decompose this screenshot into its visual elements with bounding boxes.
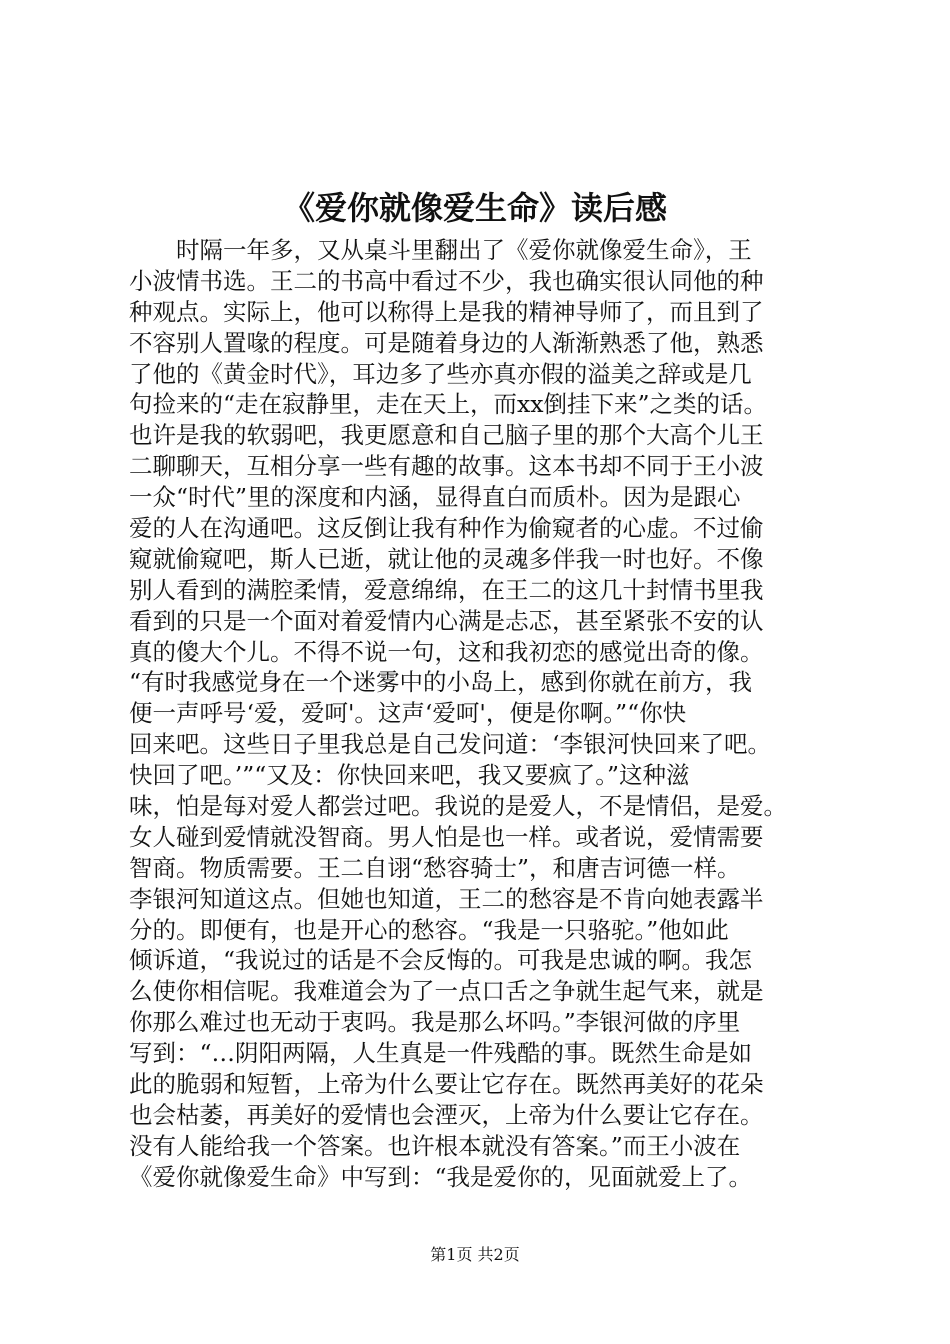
- body-line: 句捡来的“走在寂静里，走在天上，而xx倒挂下来”之类的话。: [129, 390, 768, 419]
- body-line: 窥就偷窥吧，斯人已逝，就让他的灵魂多伴我一时也好。不像: [129, 544, 764, 573]
- body-line: 爱的人在沟通吧。这反倒让我有种作为偷窥者的心虚。不过偷: [129, 514, 764, 543]
- body-line: 智商。物质需要。王二自诩“愁容骑士”，和唐吉诃德一样。: [129, 853, 741, 882]
- body-line: 时隔一年多，又从桌斗里翻出了《爱你就像爱生命》，王: [129, 236, 752, 264]
- body-line: 女人碰到爱情就没智商。男人怕是也一样。或者说，爱情需要: [129, 822, 764, 851]
- body-line: 真的傻大个儿。不得不说一句，这和我初恋的感觉出奇的像。: [129, 637, 764, 666]
- body-line: 么使你相信呢。我难道会为了一点口舌之争就生起气来，就是: [129, 977, 764, 1006]
- body-line: 小波情书选。王二的书高中看过不少，我也确实很认同他的种: [129, 266, 764, 295]
- body-line: 便一声呼号‘爱，爱呵'。这声‘爱呵'，便是你啊。”“你快: [129, 699, 687, 728]
- body-line: 此的脆弱和短暂，上帝为什么要让它存在。既然再美好的花朵: [129, 1070, 764, 1099]
- body-line: 分的。即便有，也是开心的愁容。“我是一只骆驼。”他如此: [129, 915, 729, 944]
- body-line: 也许是我的软弱吧，我更愿意和自己脑子里的那个大高个儿王: [129, 421, 764, 450]
- body-line: 种观点。实际上，他可以称得上是我的精神导师了，而且到了: [129, 297, 764, 326]
- body-line: 二聊聊天，互相分享一些有趣的故事。这本书却不同于王小波: [129, 452, 764, 481]
- page-number-footer: 第1页 共2页: [430, 1245, 520, 1264]
- body-line: 《爱你就像爱生命》中写到：“我是爱你的，见面就爱上了。: [129, 1162, 753, 1191]
- body-line: 写到：“…阴阳两隔，人生真是一件残酷的事。既然生命是如: [129, 1039, 753, 1068]
- body-line: 快回了吧。’”“又及：你快回来吧，我又要疯了。”这种滋: [129, 761, 690, 790]
- body-line: 看到的只是一个面对着爱情内心满是忐忑，甚至紧张不安的认: [129, 606, 764, 635]
- body-line: 别人看到的满腔柔情，爱意绵绵，在王二的这几十封情书里我: [129, 575, 764, 604]
- body-line: 没有人能给我一个答案。也许根本就没有答案。”而王小波在: [129, 1131, 741, 1160]
- document-title: 《爱你就像爱生命》读后感: [282, 189, 667, 227]
- body-line: 你那么难过也无动于衷吗。我是那么坏吗。”李银河做的序里: [129, 1008, 741, 1037]
- body-line: 李银河知道这点。但她也知道，王二的愁容是不肯向她表露半: [129, 884, 764, 913]
- body-line: 倾诉道，“我说过的话是不会反悔的。可我是忠诚的啊。我怎: [129, 946, 753, 975]
- document-body: [129, 235, 829, 1193]
- body-line: 了他的《黄金时代》，耳边多了些亦真亦假的溢美之辞或是几: [129, 359, 752, 388]
- body-line: “有时我感觉身在一个迷雾中的小岛上，感到你就在前方，我: [129, 668, 753, 697]
- body-line: 回来吧。这些日子里我总是自己发问道：‘李银河快回来了吧。: [129, 730, 771, 759]
- body-line: 也会枯萎，再美好的爱情也会湮灭，上帝为什么要让它存在。: [129, 1100, 764, 1129]
- body-line: 味，怕是每对爱人都尝过吧。我说的是爱人，不是情侣，是爱。: [129, 792, 787, 821]
- body-line: 一众“时代”里的深度和内涵，显得直白而质朴。因为是跟心: [129, 483, 741, 512]
- body-line: 不容别人置喙的程度。可是随着身边的人渐渐熟悉了他，熟悉: [129, 328, 764, 357]
